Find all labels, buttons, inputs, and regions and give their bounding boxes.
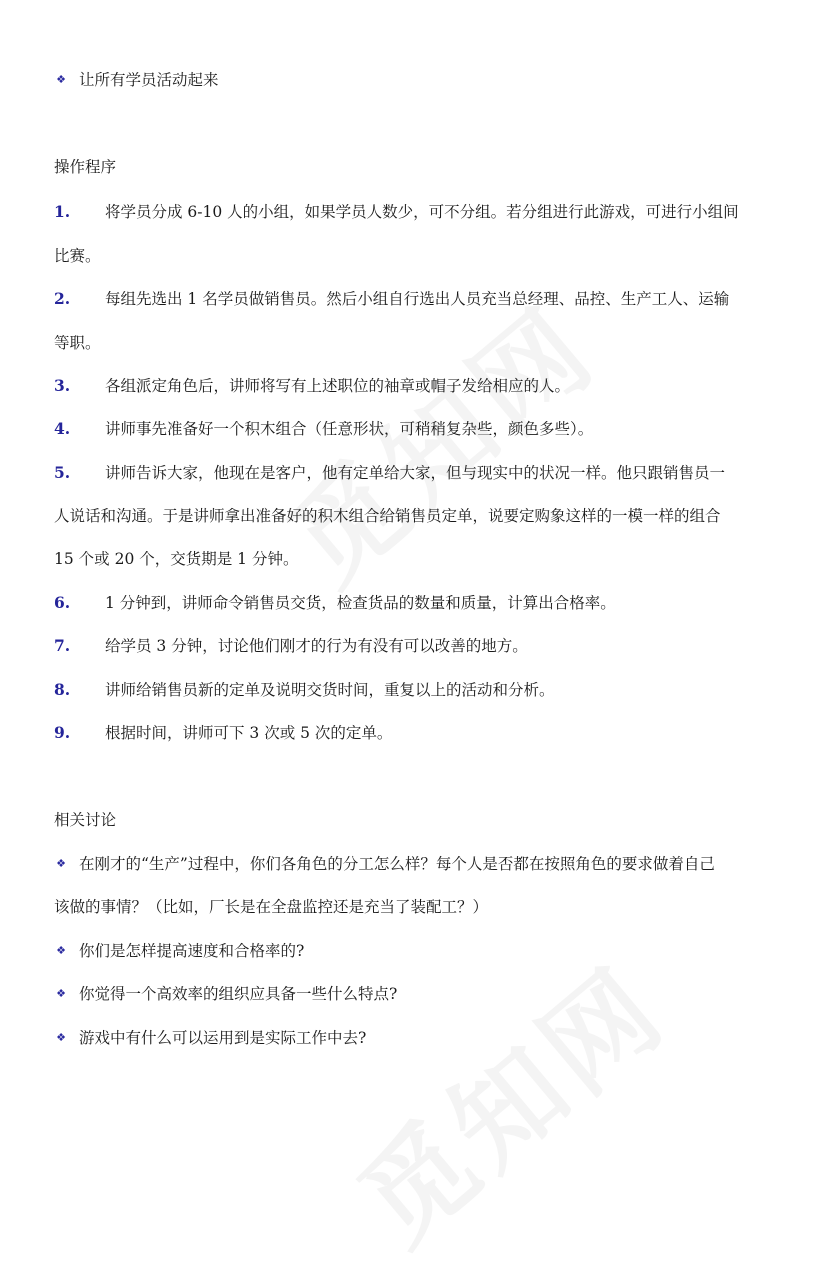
diamond-bullet-icon: ❖ <box>56 987 66 1000</box>
step-text: 各组派定角色后，讲师将写有上述职位的袖章或帽子发给相应的人。 <box>105 377 571 395</box>
step-number: 3. <box>54 376 71 395</box>
diamond-bullet-icon: ❖ <box>56 857 66 870</box>
discussion-item-1-continued: 该做的事情？（比如，厂长是在全盘监控还是充当了装配工？） <box>54 898 489 916</box>
diamond-bullet-icon: ❖ <box>56 944 66 957</box>
discussion-heading: 相关讨论 <box>54 811 117 829</box>
procedure-step-1-continued: 比赛。 <box>54 247 101 265</box>
intro-bullet-text: 让所有学员活动起来 <box>79 71 219 89</box>
step-text: 给学员 3 分钟，讨论他们刚才的行为有没有可以改善的地方。 <box>105 637 528 655</box>
procedure-step-2-continued: 等职。 <box>54 334 101 352</box>
discussion-item-text: 你觉得一个高效率的组织应具备一些什么特点? <box>79 985 398 1003</box>
step-text: 讲师事先准备好一个积木组合（任意形状，可稍稍复杂些，颜色多些）。 <box>105 420 594 438</box>
step-number: 7. <box>54 636 71 655</box>
procedure-heading: 操作程序 <box>54 158 117 176</box>
step-number: 5. <box>54 463 71 482</box>
watermark-bottom <box>321 925 694 1273</box>
step-text: 1 分钟到，讲师命令销售员交货，检查货品的数量和质量，计算出合格率。 <box>105 594 616 612</box>
step-number: 2. <box>54 289 71 308</box>
discussion-item-text: 在刚才的“生产”过程中，你们各角色的分工怎么样？每个人是否都在按照角色的要求做着自己 <box>79 855 715 873</box>
procedure-step-5-continued: 15 个或 20 个，交货期是 1 分钟。 <box>54 550 299 568</box>
step-number: 8. <box>54 680 71 699</box>
discussion-item-text: 你们是怎样提高速度和合格率的? <box>79 942 305 960</box>
step-text: 根据时间，讲师可下 3 次或 5 次的定单。 <box>105 724 393 742</box>
step-number: 4. <box>54 419 71 438</box>
step-number: 6. <box>54 593 71 612</box>
step-text: 讲师给销售员新的定单及说明交货时间，重复以上的活动和分析。 <box>105 681 555 699</box>
step-number: 9. <box>54 723 71 742</box>
diamond-bullet-icon: ❖ <box>56 73 66 86</box>
step-number: 1. <box>54 202 71 221</box>
diamond-bullet-icon: ❖ <box>56 1031 66 1044</box>
step-text: 讲师告诉大家，他现在是客户，他有定单给大家，但与现实中的状况一样。他只跟销售员一 <box>105 464 726 482</box>
procedure-step-5-continued: 人说话和沟通。于是讲师拿出准备好的积木组合给销售员定单，说要定购象这样的一模一样的组合 <box>54 507 721 525</box>
discussion-item-text: 游戏中有什么可以运用到是实际工作中去? <box>79 1029 367 1047</box>
step-text: 每组先选出 1 名学员做销售员。然后小组自行选出人员充当总经理、品控、生产工人、运输 <box>105 290 730 308</box>
step-text: 将学员分成 6-10 人的小组，如果学员人数少，可不分组。若分组进行此游戏，可进行小组间 <box>105 203 739 221</box>
